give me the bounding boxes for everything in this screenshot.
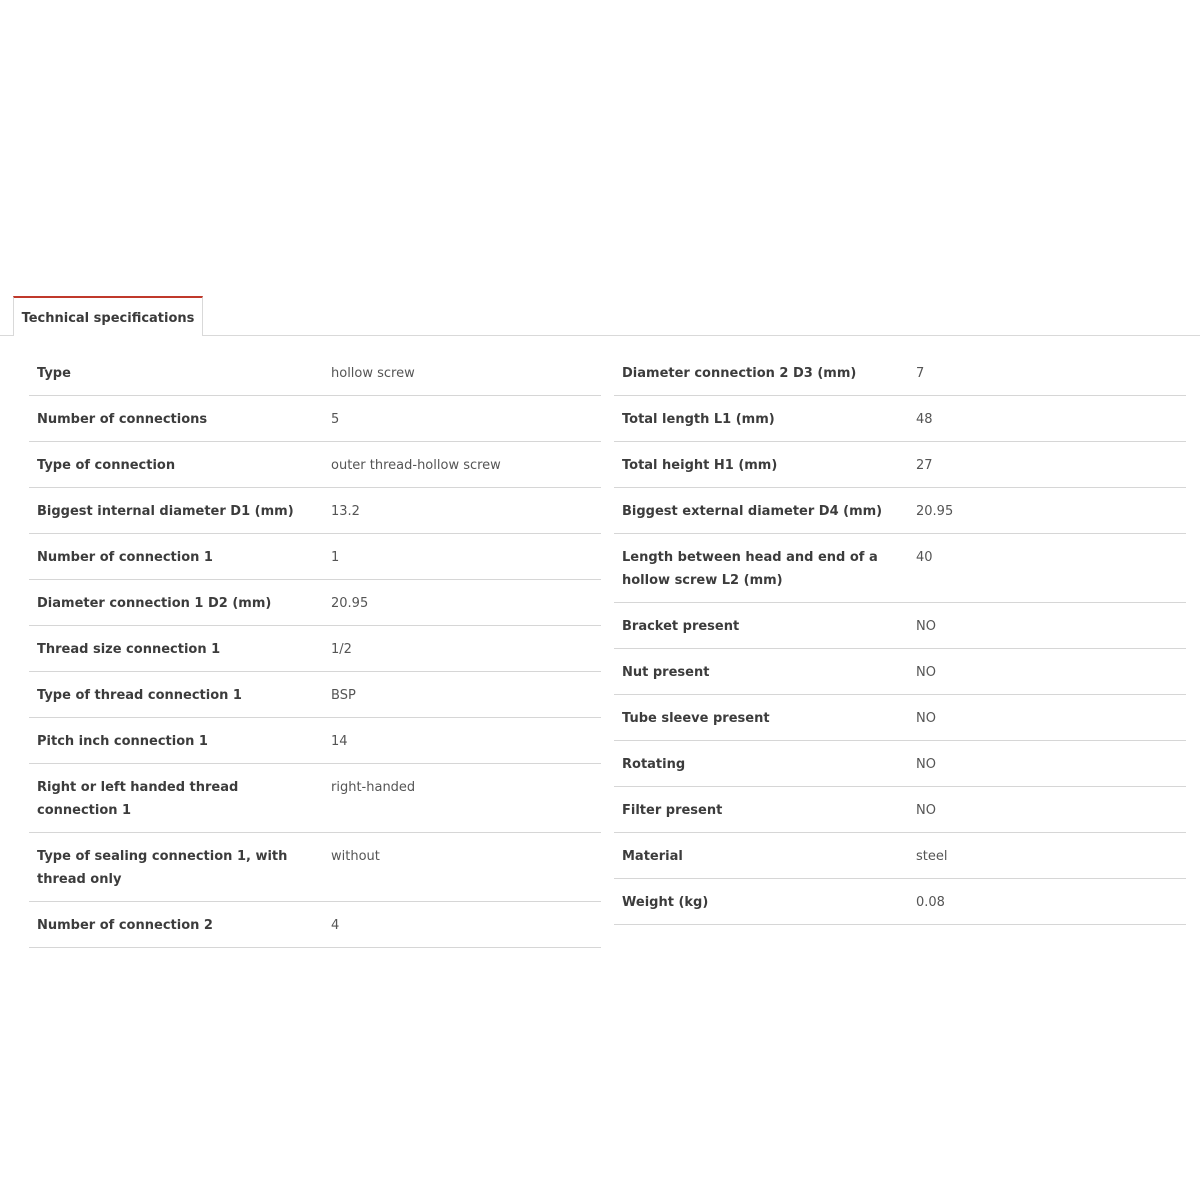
spec-label: Number of connections xyxy=(29,396,315,442)
spec-label: Total length L1 (mm) xyxy=(614,396,900,442)
spec-value: NO xyxy=(900,603,1186,649)
spec-row xyxy=(614,350,1186,396)
spec-label: Biggest external diameter D4 (mm) xyxy=(614,488,900,534)
spec-value: 20.95 xyxy=(315,580,601,626)
spec-value: NO xyxy=(900,695,1186,741)
spec-row xyxy=(29,488,601,534)
spec-value: 13.2 xyxy=(315,488,601,534)
spec-value: 5 xyxy=(315,396,601,442)
spec-label: Pitch inch connection 1 xyxy=(29,718,315,764)
tab-technical-specifications[interactable] xyxy=(13,296,203,336)
spec-value: 1/2 xyxy=(315,626,601,672)
spec-value: 14 xyxy=(315,718,601,764)
spec-label: Right or left handed thread connection 1 xyxy=(29,764,315,833)
spec-label: Diameter connection 1 D2 (mm) xyxy=(29,580,315,626)
spec-row xyxy=(29,442,601,488)
spec-value: outer thread-hollow screw xyxy=(315,442,601,488)
spec-row xyxy=(614,695,1186,741)
spec-label: Number of connection 1 xyxy=(29,534,315,580)
spec-label: Nut present xyxy=(614,649,900,695)
spec-value: 1 xyxy=(315,534,601,580)
spec-label: Thread size connection 1 xyxy=(29,626,315,672)
spec-row xyxy=(29,350,601,396)
spec-value: NO xyxy=(900,787,1186,833)
spec-label: Tube sleeve present xyxy=(614,695,900,741)
spec-row xyxy=(614,649,1186,695)
spec-row xyxy=(614,442,1186,488)
spec-row xyxy=(29,672,601,718)
spec-value: 27 xyxy=(900,442,1186,488)
spec-label: Weight (kg) xyxy=(614,879,900,925)
spec-row xyxy=(614,833,1186,879)
spec-label: Rotating xyxy=(614,741,900,787)
spec-value: steel xyxy=(900,833,1186,879)
spec-label: Type of connection xyxy=(29,442,315,488)
spec-label: Material xyxy=(614,833,900,879)
spec-value: BSP xyxy=(315,672,601,718)
spec-row xyxy=(29,396,601,442)
tab-bar xyxy=(0,296,1200,336)
spec-row xyxy=(29,534,601,580)
spec-label: Number of connection 2 xyxy=(29,902,315,948)
spec-value: NO xyxy=(900,741,1186,787)
spec-row xyxy=(614,488,1186,534)
spec-value: right-handed xyxy=(315,764,601,833)
spec-row xyxy=(29,764,601,833)
specifications-table-left xyxy=(29,350,601,948)
spec-value: NO xyxy=(900,649,1186,695)
spec-row xyxy=(29,580,601,626)
spec-label: Type of thread connection 1 xyxy=(29,672,315,718)
spec-label: Filter present xyxy=(614,787,900,833)
spec-row xyxy=(614,879,1186,925)
spec-label: Diameter connection 2 D3 (mm) xyxy=(614,350,900,396)
spec-value: 48 xyxy=(900,396,1186,442)
spec-value: 40 xyxy=(900,534,1186,603)
spec-value: without xyxy=(315,833,601,902)
specifications-table-right xyxy=(614,350,1186,925)
spec-row xyxy=(614,534,1186,603)
spec-row xyxy=(29,902,601,948)
spec-value: 20.95 xyxy=(900,488,1186,534)
spec-label: Length between head and end of a hollow screw L2 (mm) xyxy=(614,534,900,603)
spec-row xyxy=(614,396,1186,442)
spec-label: Total height H1 (mm) xyxy=(614,442,900,488)
spec-value: 7 xyxy=(900,350,1186,396)
spec-label: Biggest internal diameter D1 (mm) xyxy=(29,488,315,534)
spec-row xyxy=(29,626,601,672)
spec-value: 4 xyxy=(315,902,601,948)
tab-label: Technical specifications xyxy=(21,310,195,326)
spec-value: hollow screw xyxy=(315,350,601,396)
spec-label: Type of sealing connection 1, with thread only xyxy=(29,833,315,902)
spec-row xyxy=(29,718,601,764)
spec-row xyxy=(614,741,1186,787)
spec-row xyxy=(29,833,601,902)
spec-row xyxy=(614,787,1186,833)
spec-value: 0.08 xyxy=(900,879,1186,925)
spec-row xyxy=(614,603,1186,649)
spec-label: Type xyxy=(29,350,315,396)
spec-label: Bracket present xyxy=(614,603,900,649)
